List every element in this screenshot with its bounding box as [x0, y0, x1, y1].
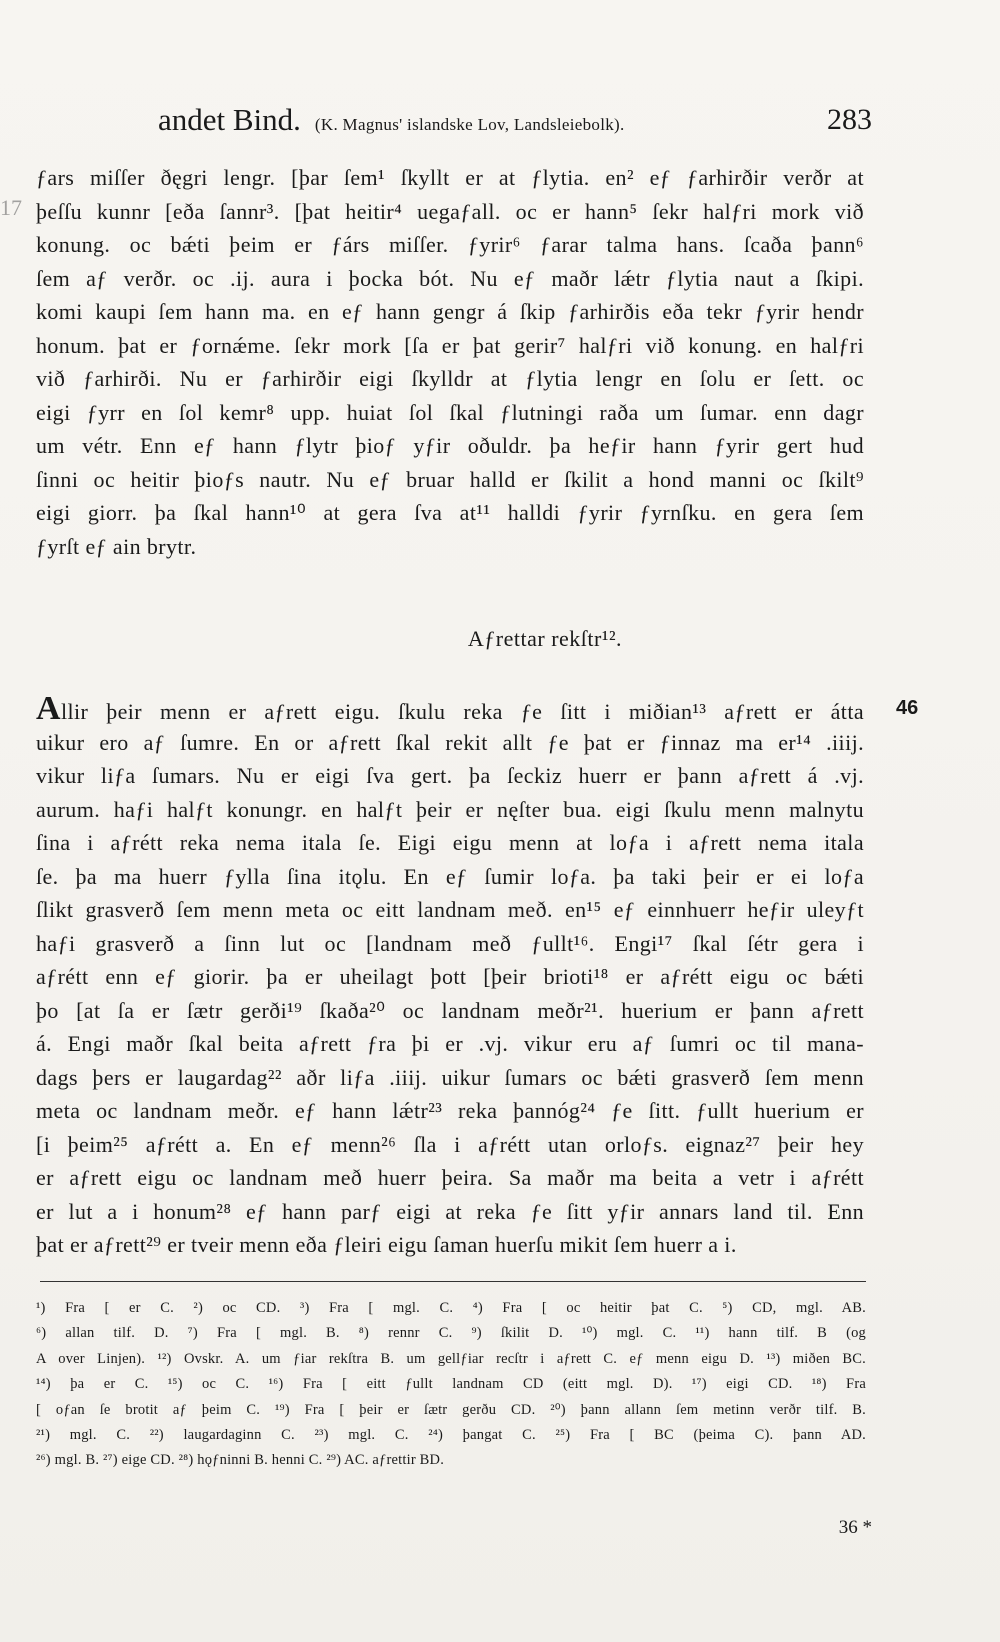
page-number: 283	[827, 103, 872, 136]
text-line: ſem aƒ verðr. oc .ij. aura i þocka bót. Nu eƒ maðr lǽtr ƒlytia naut a ſkipi.	[36, 265, 864, 291]
footnote-line: [ oƒan ſe brotit aƒ þeim C. ¹⁹) Fra [ þeir er ſætr gerðu CD. ²⁰) þann allann ſem metinn verðr tilf. B.	[36, 1401, 866, 1418]
text-line: vikur liƒa ſumars. Nu er eigi ſva gert. þa ſeckiz huerr er þann aƒrett á .vj.	[36, 763, 864, 788]
text-line: haƒi grasverð a ſinn lut oc [landnam með ƒullt¹⁶. Engi¹⁷ ſkal ſétr gera i	[36, 930, 864, 956]
text-line: þat er aƒrett²⁹ er tveir menn eða ƒleiri eigu ſaman huerſu mikit ſem huerr a i.	[36, 1232, 737, 1257]
paragraph-1	[36, 161, 864, 563]
text-line	[36, 692, 864, 726]
section-heading	[0, 624, 1000, 654]
text-line: aƒrétt enn eƒ giorir. þa er uheilagt þott [þeir brioti¹⁸ er aƒrétt eigu oc bǽti	[36, 964, 864, 989]
footnote-line: ²⁶) mgl. B. ²⁷) eige CD. ²⁸) hǫƒninni B. henni C. ²⁹) AC. aƒrettir BD.	[36, 1452, 445, 1469]
footnote-line: ¹) Fra [ er C. ²) oc CD. ³) Fra [ mgl. C. ⁴) Fra [ oc heitir þat C. ⁵) CD, mgl. AB.	[36, 1300, 866, 1316]
text-line: um vétr. Enn eƒ hann ƒlytr þioƒ yƒir oðuldr. þa heƒir hann ƒyrir gert hud	[36, 433, 864, 458]
text-line: uikur ero aƒ ſumre. En or aƒrett ſkal rekit allt ƒe þat er ƒinnaz ma er¹⁴ .iiij.	[36, 729, 864, 755]
footnote-divider	[40, 1281, 866, 1282]
sheet-signature: 36 *	[838, 1517, 872, 1538]
text-line: ſe. þa ma huerr ƒylla ſina itǫlu. En eƒ ſumir loƒa. þa taki þeir er ei loƒa	[36, 863, 864, 889]
footnote-line: ⁶) allan tilf. D. ⁷) Fra [ mgl. B. ⁸) rennr C. ⁹) ſkilit D. ¹⁰) mgl. C. ¹¹) hann tilf. B (og	[36, 1325, 866, 1342]
text-line-rest: llir þeir menn er aƒrett eigu. ſkulu reka ƒe ſitt i miðian¹³ aƒrett er átta	[60, 699, 864, 724]
bleed-through-mark: 17	[0, 195, 22, 220]
text-line: konung. oc bǽti þeim er ƒárs miſſer. ƒyrir⁶ ƒarar talma hans. ſcaða þann⁶	[36, 232, 864, 257]
text-line: ſinni oc heitir þioƒs nautr. Nu eƒ bruar halld er ſkilit a hond manni oc ſkilt⁹	[36, 466, 864, 492]
text-line: honum. þat er ƒornǽme. ſekr mork [ſa er þat gerir⁷ halƒri við konung. en halƒri	[36, 332, 864, 358]
text-line: á. Engi maðr ſkal beita aƒrett ƒra þi er .vj. vikur eru aƒ ſumri oc til mana-	[36, 1031, 864, 1056]
running-header	[158, 100, 872, 140]
section-heading-text: Aƒrettar rekſtr¹².	[467, 626, 623, 651]
text-line: ſlikt grasverð ſem menn meta oc eitt landnam með. en¹⁵ eƒ einnhuerr heƒir uleyƒt	[36, 897, 864, 922]
text-line: komi kaupi ſem hann ma. en eƒ hann gengr á ſkip ƒarhirðis eða tekr ƒyrir hendr	[36, 299, 864, 324]
footnote-line: ¹⁴) þa er C. ¹⁵) oc C. ¹⁶) Fra [ eitt ƒullt landnam CD (eitt mgl. D). ¹⁷) eigi CD. ¹⁸) Fra	[36, 1376, 866, 1393]
text-line: aurum. haƒi halƒt konungr. en halƒt þeir er nęſter bua. eigi ſkulu menn malnytu	[36, 796, 864, 822]
footnote-line: ²¹) mgl. C. ²²) laugardaginn C. ²³) mgl. C. ²⁴) þangat C. ²⁵) Fra [ BC (þeima C). þann AD.	[36, 1426, 866, 1443]
paragraph-2	[36, 692, 864, 1262]
text-line: þo [at ſa er ſætr gerði¹⁹ ſkaða²⁰ oc landnam meðr²¹. huerium er þann aƒrett	[36, 997, 864, 1023]
footnotes	[36, 1296, 866, 1474]
text-line: við ƒarhirði. Nu er ƒarhirðir eigi ſkylldr at ƒlytia lengr en ſolu er ſett. oc	[36, 366, 864, 391]
text-line: [i þeim²⁵ aƒrétt a. En eƒ menn²⁶ ſla i aƒrétt utan orloƒs. eignaz²⁷ þeir hey	[36, 1131, 864, 1157]
text-line: ƒars miſſer ðęgri lengr. [þar ſem¹ ſkyllt er at ƒlytia. en² eƒ ƒarhirðir verðr at	[36, 165, 864, 190]
running-title: andet Bind.	[158, 102, 301, 137]
text-line: dags þers er laugardag²² aðr liƒa .iiij. uikur ſumars oc bǽti grasverð ſem menn	[36, 1064, 864, 1090]
text-line: er lut a i honum²⁸ eƒ hann parƒ eigi at reka ƒe ſitt yƒir annars land til. Enn	[36, 1198, 864, 1224]
text-line: ſina i aƒrétt reka nema itala ſe. Eigi eigu menn at loƒa i aƒrett nema itala	[36, 830, 864, 855]
header-left	[158, 100, 625, 145]
running-subtitle: (K. Magnus' islandske Lov, Landsleiebolk).	[314, 115, 625, 134]
text-line: eigi giorr. þa ſkal hann¹⁰ at gera ſva at¹¹ halldi ƒyrir ƒyrnſku. en gera ſem	[36, 500, 864, 525]
text-line: eigi ƒyrr en ſol kemr⁸ upp. huiat ſol ſkal ƒlutningi raða um ſumar. enn dagr	[36, 399, 864, 425]
text-line: þeſſu kunnr [eða ſannr³. [þat heitir⁴ uegaƒall. oc er hann⁵ ſekr halƒri mork við	[36, 198, 864, 224]
text-line: ƒyrſt eƒ ain brytr.	[36, 533, 197, 559]
initial-letter: A	[36, 692, 61, 726]
text-line: er aƒrett eigu oc landnam með huerr þeira. Sa maðr ma beita a vetr i aƒrétt	[36, 1165, 864, 1190]
footnote-line: A over Linjen). ¹²) Ovskr. A. um ƒiar rekſtra B. um gellƒiar recſtr i aƒrett C. eƒ menn eigu D. ¹³) miðen BC.	[36, 1350, 866, 1367]
margin-chapter-number: 46	[896, 697, 919, 719]
text-line: meta oc landnam meðr. eƒ hann lǽtr²³ reka þannóg²⁴ ƒe ſitt. ƒullt huerium er	[36, 1098, 864, 1123]
